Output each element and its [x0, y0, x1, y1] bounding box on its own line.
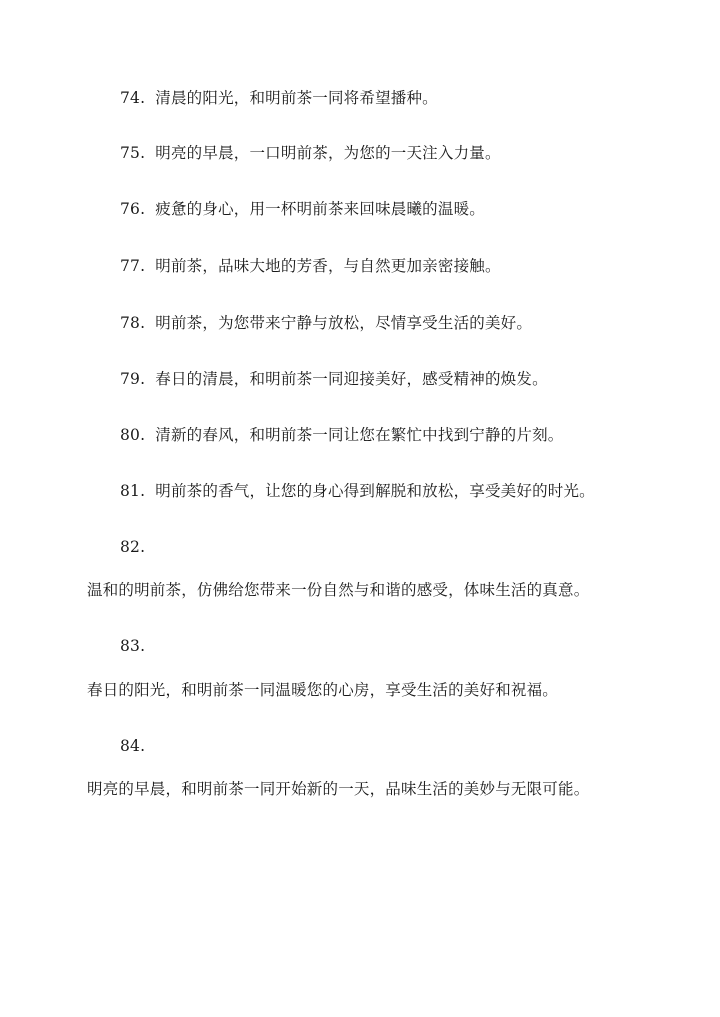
list-item: [120, 256, 501, 276]
item-number: 84.: [120, 737, 146, 755]
item-text: 温和的明前茶，仿佛给您带来一份自然与和谐的感受，体味生活的真意。: [87, 581, 590, 599]
item-text: 清新的春风，和明前茶一同让您在繁忙中找到宁静的片刻。: [155, 426, 564, 444]
item-number: 76.: [120, 200, 146, 218]
item-number: 79.: [120, 370, 146, 388]
item-text: 疲惫的身心，用一杯明前茶来回味晨曦的温暖。: [155, 200, 485, 218]
item-text: 春日的阳光，和明前茶一同温暖您的心房，享受生活的美好和祝福。: [87, 681, 559, 699]
item-number: 82.: [120, 538, 146, 556]
list-item: [120, 199, 485, 219]
list-item: [120, 369, 548, 389]
list-item: [120, 88, 438, 108]
item-number: 78.: [120, 314, 146, 332]
list-item: [120, 143, 501, 163]
item-number: 77.: [120, 257, 146, 275]
list-item: [120, 481, 595, 501]
item-number: 75.: [120, 144, 146, 162]
item-number: 83.: [120, 637, 146, 655]
list-item: [120, 313, 532, 333]
item-text: 明亮的早晨，和明前茶一同开始新的一天，品味生活的美妙与无限可能。: [87, 780, 590, 798]
item-text: 明前茶的香气，让您的身心得到解脱和放松，享受美好的时光。: [155, 482, 595, 500]
item-text: 清晨的阳光，和明前茶一同将希望播种。: [155, 89, 438, 107]
item-text: 明前茶，为您带来宁静与放松，尽情享受生活的美好。: [155, 314, 533, 332]
list-item: [120, 425, 563, 445]
item-text: 春日的清晨，和明前茶一同迎接美好，感受精神的焕发。: [155, 370, 548, 388]
item-text: 明前茶，品味大地的芳香，与自然更加亲密接触。: [155, 257, 501, 275]
item-number: 74.: [120, 89, 146, 107]
item-number: 80.: [120, 426, 146, 444]
item-text: 明亮的早晨，一口明前茶，为您的一天注入力量。: [155, 144, 501, 162]
item-number: 81.: [120, 482, 146, 500]
